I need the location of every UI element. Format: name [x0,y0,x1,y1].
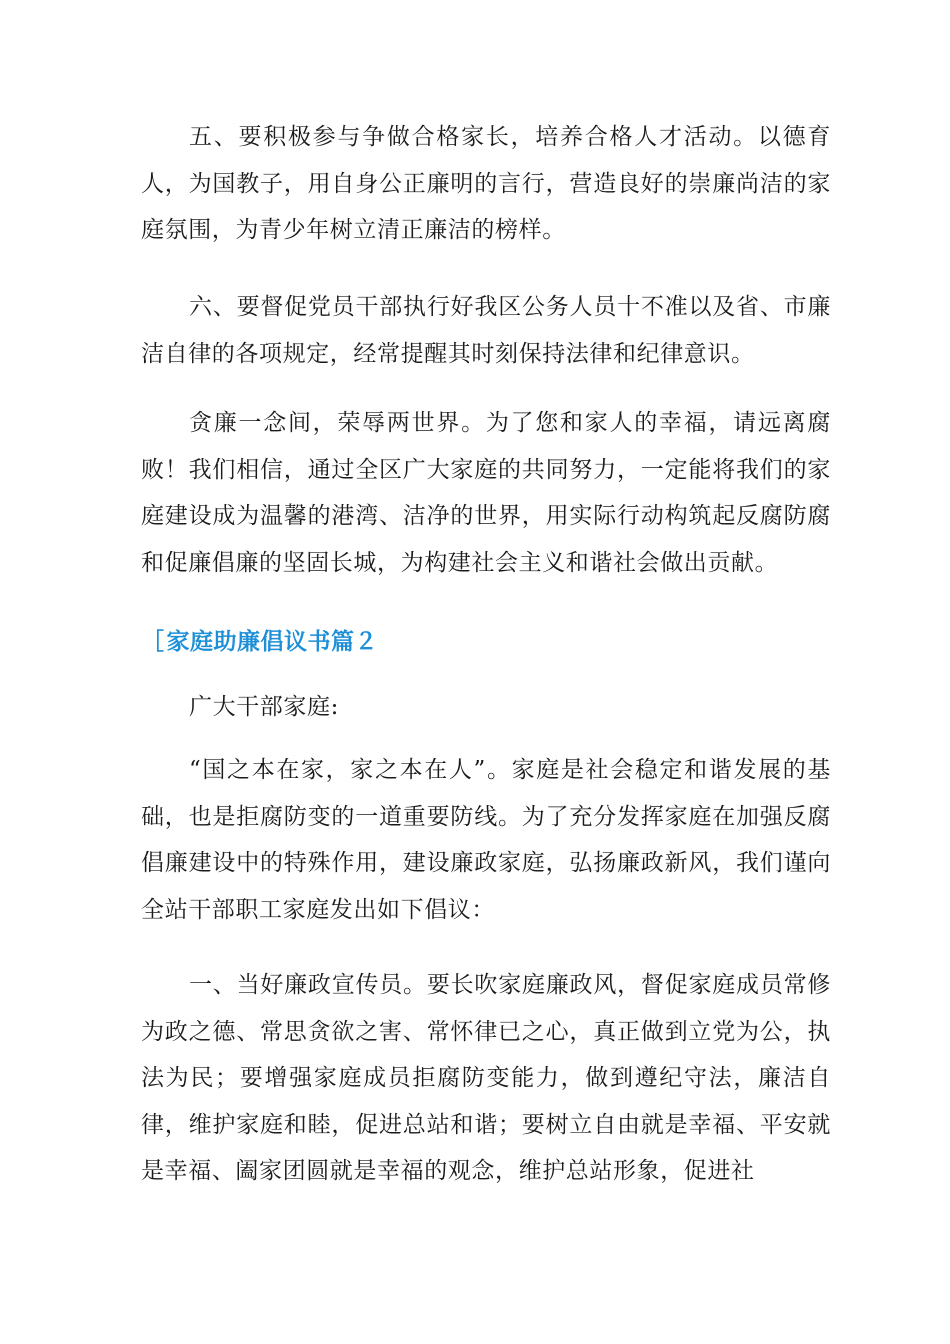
paragraph-six: 六、要督促党员干部执行好我区公务人员十不准以及省、市廉洁自律的各项规定，经常提醒其时刻保持法律和纪律意识。 [141,294,831,367]
heading-bracket: ［ [141,629,165,655]
paragraph-five: 五、要积极参与争做合格家长，培养合格人才活动。以德育人，为国教子，用自身公正廉明的言行，营造良好的崇廉尚洁的家庭氛围，为青少年树立清正廉洁的榜样。 [141,124,831,243]
heading-text: 家庭助廉倡议书篇２ [166,629,378,655]
paragraph-one: 一、当好廉政宣传员。要长吹家庭廉政风，督促家庭成员常修为政之德、常思贪欲之害、常怀律已之心，真正做到立党为公，执法为民；要增强家庭成员拒腐防变能力，做到遵纪守法，廉洁自律，维护家庭和睦，促进总站和谐；要树立自由就是幸福、平安就是幸福、阖家团圆就是幸福的观念，维护总站形象，促进社 [141,972,831,1184]
section-heading [141,622,378,662]
paragraph-closing: 贪廉一念间，荣辱两世界。为了您和家人的幸福，请远离腐败！我们相信，通过全区广大家庭的共同努力，一定能将我们的家庭建设成为温馨的港湾、洁净的世界，用实际行动构筑起反腐防腐和促廉倡廉的坚固长城，为构建社会主义和谐社会做出贡献。 [141,410,831,576]
paragraph-intro: “国之本在家，家之本在人”。家庭是社会稳定和谐发展的基础，也是拒腐防变的一道重要防线。为了充分发挥家庭在加强反腐倡廉建设中的特殊作用，建设廉政家庭，弘扬廉政新风，我们谨向全站干部职工家庭发出如下倡议： [141,757,831,923]
paragraph-salutation: 广大干部家庭: [189,694,339,720]
